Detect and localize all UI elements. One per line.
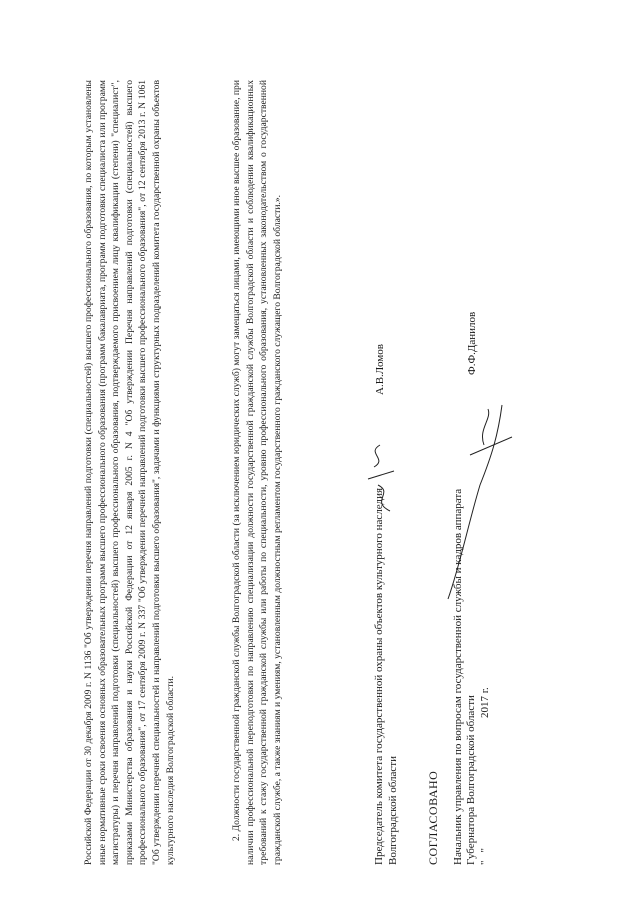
date-quote-open: " — [479, 860, 491, 865]
chairman-title: Председатель комитета государственной охраны объектов культурного наследия Волгоградской области — [373, 487, 399, 865]
paragraph-2: 2. Должности государственной гражданской службы Волгоградской области (за исключением юридических служб) могут замещаться лицами, имеющими иное высшее образование, при наличии профессиональной переподготовки по направлению специализации должности государственной гражданской службы Волгоградской области и соблюдении квалификационных требований к стажу государственной гражданской службы или работы по специальности, уровню профессионального образования, установленных законодательством о государственной гражданской службе, а также знаниям и умениям, установленным должностным регламентом государственного гражданского служащего Волгоградской области.». — [231, 80, 283, 865]
agreed-label: СОГЛАСОВАНО — [426, 770, 440, 865]
agreed-name: Ф.Ф.Данилов — [466, 311, 478, 375]
date-line — [479, 445, 492, 865]
date-year: 2017 г. — [479, 687, 491, 718]
agreed-position: Начальник управления по вопросам государственной службы и кадров аппарата Губернатора Волгоградской области — [452, 488, 477, 865]
date-quote-close: " — [479, 848, 491, 853]
chairman-name: А.В.Ломов — [374, 344, 386, 395]
paragraph-1: Российской Федерации от 30 декабря 2009 г. N 1136 "Об утверждении перечня направлений подготовки (специальностей) высшего профессионального образования, по которым установлены иные нормативные сроки освоения основных образовательных программ высшего профессионального образования (программ бакалавриата, программ подготовки специалиста или программ магистратуры) и перечня направлений подготовки (специальностей) высшего профессионального образования, подтверждаемого присвоением лицу квалификации (степени) "специалист", приказами Министерства образования и науки Российской Федерации от 12 января 2005 г. N 4 "Об утверждении Перечня направлений подготовки (специальностей) высшего профессионального образования", от 17 сентября 2009 г. N 337 "Об утверждении перечней направлений подготовки высшего профессионального образования", от 12 сентября 2013 г. N 1061 "Об утверждении перечней специальностей и направлений подготовки высшего образования", задачами и функциями структурных подразделений комитета государственной охраны объектов культурного наследия Волгоградской области. — [83, 80, 176, 865]
chairman-signature — [360, 435, 400, 515]
